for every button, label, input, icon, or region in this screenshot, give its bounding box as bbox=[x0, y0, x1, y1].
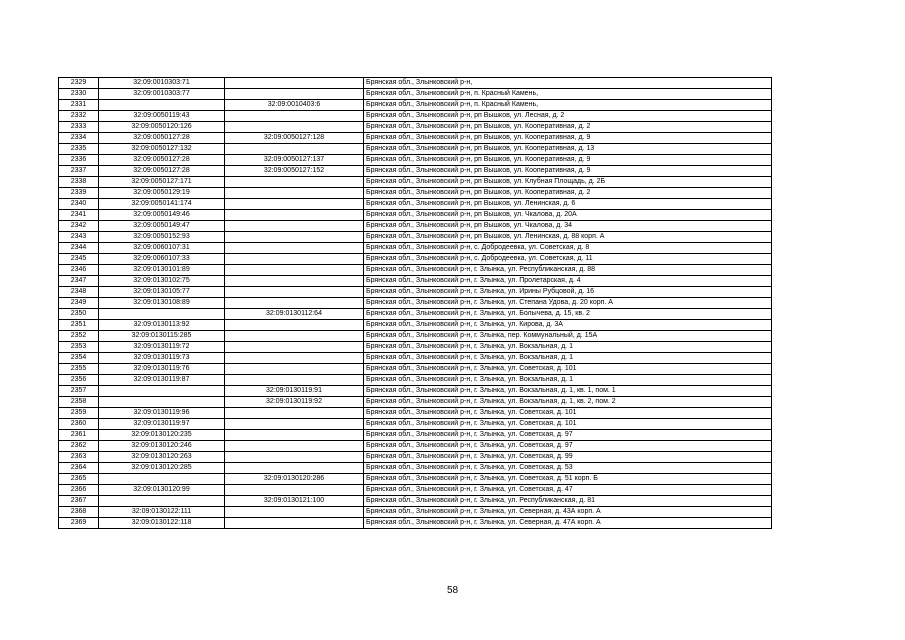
address-cell: Брянская обл., Злынковский р-н, рп Вышков, ул. Лесная, д. 2 bbox=[364, 111, 772, 122]
address-cell: Брянская обл., Злынковский р-н, с. Добродеевка, ул. Советская, д. 11 bbox=[364, 254, 772, 265]
parcel-cadastral-cell: 32:09:0130120:263 bbox=[99, 452, 225, 463]
address-cell: Брянская обл., Злынковский р-н, рп Вышков, ул. Чкалова, д. 20А bbox=[364, 210, 772, 221]
building-cadastral-cell bbox=[225, 298, 364, 309]
row-number-cell: 2345 bbox=[59, 254, 99, 265]
row-number-cell: 2331 bbox=[59, 100, 99, 111]
building-cadastral-cell bbox=[225, 452, 364, 463]
parcel-cadastral-cell: 32:09:0050152:93 bbox=[99, 232, 225, 243]
row-number-cell: 2341 bbox=[59, 210, 99, 221]
parcel-cadastral-cell: 32:09:0130120:99 bbox=[99, 485, 225, 496]
building-cadastral-cell bbox=[225, 331, 364, 342]
row-number-cell: 2334 bbox=[59, 133, 99, 144]
parcel-cadastral-cell bbox=[99, 309, 225, 320]
row-number-cell: 2360 bbox=[59, 419, 99, 430]
table-row bbox=[59, 452, 772, 463]
building-cadastral-cell: 32:09:0050127:128 bbox=[225, 133, 364, 144]
table-row bbox=[59, 210, 772, 221]
building-cadastral-cell bbox=[225, 111, 364, 122]
building-cadastral-cell bbox=[225, 276, 364, 287]
parcel-cadastral-cell: 32:09:0130119:73 bbox=[99, 353, 225, 364]
table-row bbox=[59, 276, 772, 287]
address-cell: Брянская обл., Злынковский р-н, рп Вышков, ул. Клубная Площадь, д. 2Б bbox=[364, 177, 772, 188]
row-number-cell: 2359 bbox=[59, 408, 99, 419]
address-cell: Брянская обл., Злынковский р-н, г. Злынка, ул. Кирова, д. 3А bbox=[364, 320, 772, 331]
address-cell: Брянская обл., Злынковский р-н, г. Злынка, ул. Советская, д. 51 корп. Б bbox=[364, 474, 772, 485]
address-cell: Брянская обл., Злынковский р-н, г. Злынка, ул. Вокзальная, д. 1 bbox=[364, 342, 772, 353]
address-cell: Брянская обл., Злынковский р-н, г. Злынка, пер. Коммунальный, д. 15А bbox=[364, 331, 772, 342]
building-cadastral-cell bbox=[225, 287, 364, 298]
table-row bbox=[59, 177, 772, 188]
row-number-cell: 2333 bbox=[59, 122, 99, 133]
building-cadastral-cell bbox=[225, 320, 364, 331]
parcel-cadastral-cell: 32:09:0050129:19 bbox=[99, 188, 225, 199]
parcel-cadastral-cell: 32:09:0130108:89 bbox=[99, 298, 225, 309]
parcel-cadastral-cell: 32:09:0010303:77 bbox=[99, 89, 225, 100]
table-row bbox=[59, 298, 772, 309]
address-cell: Брянская обл., Злынковский р-н, г. Злынка, ул. Вокзальная, д. 1 bbox=[364, 375, 772, 386]
row-number-cell: 2349 bbox=[59, 298, 99, 309]
parcel-cadastral-cell: 32:09:0060107:33 bbox=[99, 254, 225, 265]
table-row bbox=[59, 221, 772, 232]
building-cadastral-cell bbox=[225, 485, 364, 496]
table-row bbox=[59, 243, 772, 254]
table-row bbox=[59, 78, 772, 89]
building-cadastral-cell bbox=[225, 419, 364, 430]
address-cell: Брянская обл., Злынковский р-н, г. Злынка, ул. Болычева, д. 15, кв. 2 bbox=[364, 309, 772, 320]
row-number-cell: 2361 bbox=[59, 430, 99, 441]
address-cell: Брянская обл., Злынковский р-н, bbox=[364, 78, 772, 89]
row-number-cell: 2346 bbox=[59, 265, 99, 276]
table-row bbox=[59, 518, 772, 529]
parcel-cadastral-cell: 32:09:0050141:174 bbox=[99, 199, 225, 210]
address-cell: Брянская обл., Злынковский р-н, г. Злынка, ул. Советская, д. 101 bbox=[364, 364, 772, 375]
parcel-cadastral-cell: 32:09:0130101:89 bbox=[99, 265, 225, 276]
address-cell: Брянская обл., Злынковский р-н, г. Злынка, ул. Советская, д. 97 bbox=[364, 430, 772, 441]
address-cell: Брянская обл., Злынковский р-н, г. Злынка, ул. Вокзальная, д. 1 bbox=[364, 353, 772, 364]
address-cell: Брянская обл., Злынковский р-н, г. Злынка, ул. Советская, д. 101 bbox=[364, 419, 772, 430]
address-cell: Брянская обл., Злынковский р-н, п. Красный Камень, bbox=[364, 100, 772, 111]
table-row bbox=[59, 474, 772, 485]
building-cadastral-cell: 32:09:0050127:152 bbox=[225, 166, 364, 177]
building-cadastral-cell bbox=[225, 364, 364, 375]
table-row bbox=[59, 166, 772, 177]
parcel-cadastral-cell bbox=[99, 397, 225, 408]
row-number-cell: 2348 bbox=[59, 287, 99, 298]
table-row bbox=[59, 496, 772, 507]
building-cadastral-cell bbox=[225, 408, 364, 419]
parcel-cadastral-cell bbox=[99, 474, 225, 485]
building-cadastral-cell bbox=[225, 177, 364, 188]
building-cadastral-cell bbox=[225, 188, 364, 199]
row-number-cell: 2336 bbox=[59, 155, 99, 166]
row-number-cell: 2358 bbox=[59, 397, 99, 408]
building-cadastral-cell bbox=[225, 463, 364, 474]
address-cell: Брянская обл., Злынковский р-н, рп Вышков, ул. Кооперативная, д. 9 bbox=[364, 133, 772, 144]
parcel-cadastral-cell: 32:09:0050127:171 bbox=[99, 177, 225, 188]
row-number-cell: 2337 bbox=[59, 166, 99, 177]
address-cell: Брянская обл., Злынковский р-н, рп Вышков, ул. Кооперативная, д. 2 bbox=[364, 122, 772, 133]
table-row bbox=[59, 375, 772, 386]
row-number-cell: 2362 bbox=[59, 441, 99, 452]
row-number-cell: 2363 bbox=[59, 452, 99, 463]
parcel-cadastral-cell: 32:09:0130120:246 bbox=[99, 441, 225, 452]
address-cell: Брянская обл., Злынковский р-н, г. Злынка, ул. Советская, д. 97 bbox=[364, 441, 772, 452]
table-row bbox=[59, 485, 772, 496]
table-row bbox=[59, 463, 772, 474]
building-cadastral-cell bbox=[225, 89, 364, 100]
parcel-cadastral-cell: 32:09:0050127:28 bbox=[99, 166, 225, 177]
building-cadastral-cell bbox=[225, 243, 364, 254]
row-number-cell: 2347 bbox=[59, 276, 99, 287]
table-row bbox=[59, 342, 772, 353]
property-table bbox=[58, 77, 772, 529]
table-row bbox=[59, 309, 772, 320]
address-cell: Брянская обл., Злынковский р-н, г. Злынка, ул. Пролетарская, д. 4 bbox=[364, 276, 772, 287]
address-cell: Брянская обл., Злынковский р-н, рп Вышков, ул. Кооперативная, д. 2 bbox=[364, 188, 772, 199]
table-row bbox=[59, 331, 772, 342]
row-number-cell: 2342 bbox=[59, 221, 99, 232]
row-number-cell: 2330 bbox=[59, 89, 99, 100]
address-cell: Брянская обл., Злынковский р-н, г. Злынка, ул. Советская, д. 53 bbox=[364, 463, 772, 474]
row-number-cell: 2340 bbox=[59, 199, 99, 210]
table-row bbox=[59, 111, 772, 122]
building-cadastral-cell: 32:09:0130120:286 bbox=[225, 474, 364, 485]
row-number-cell: 2355 bbox=[59, 364, 99, 375]
table-row bbox=[59, 144, 772, 155]
address-cell: Брянская обл., Злынковский р-н, г. Злынка, ул. Степана Удова, д. 20 корп. А bbox=[364, 298, 772, 309]
table-row bbox=[59, 364, 772, 375]
row-number-cell: 2365 bbox=[59, 474, 99, 485]
address-cell: Брянская обл., Злынковский р-н, г. Злынка, ул. Вокзальная, д. 1, кв. 1, пом. 1 bbox=[364, 386, 772, 397]
parcel-cadastral-cell: 32:09:0130120:235 bbox=[99, 430, 225, 441]
row-number-cell: 2368 bbox=[59, 507, 99, 518]
table-row bbox=[59, 408, 772, 419]
address-cell: Брянская обл., Злынковский р-н, г. Злынка, ул. Ирины Рубцовой, д. 16 bbox=[364, 287, 772, 298]
parcel-cadastral-cell: 32:09:0130105:77 bbox=[99, 287, 225, 298]
row-number-cell: 2367 bbox=[59, 496, 99, 507]
table-row bbox=[59, 133, 772, 144]
building-cadastral-cell bbox=[225, 441, 364, 452]
table-row bbox=[59, 232, 772, 243]
table-row bbox=[59, 265, 772, 276]
table-row bbox=[59, 430, 772, 441]
parcel-cadastral-cell: 32:09:0130119:87 bbox=[99, 375, 225, 386]
parcel-cadastral-cell bbox=[99, 496, 225, 507]
parcel-cadastral-cell: 32:09:0130119:96 bbox=[99, 408, 225, 419]
parcel-cadastral-cell: 32:09:0130113:92 bbox=[99, 320, 225, 331]
table-row bbox=[59, 254, 772, 265]
building-cadastral-cell: 32:09:0130121:100 bbox=[225, 496, 364, 507]
row-number-cell: 2338 bbox=[59, 177, 99, 188]
parcel-cadastral-cell: 32:09:0050127:28 bbox=[99, 133, 225, 144]
table-row bbox=[59, 287, 772, 298]
parcel-cadastral-cell: 32:09:0130122:111 bbox=[99, 507, 225, 518]
building-cadastral-cell bbox=[225, 507, 364, 518]
parcel-cadastral-cell: 32:09:0050149:46 bbox=[99, 210, 225, 221]
row-number-cell: 2356 bbox=[59, 375, 99, 386]
table-row bbox=[59, 89, 772, 100]
parcel-cadastral-cell: 32:09:0050127:28 bbox=[99, 155, 225, 166]
parcel-cadastral-cell bbox=[99, 386, 225, 397]
table-row bbox=[59, 353, 772, 364]
table-row bbox=[59, 397, 772, 408]
table-row bbox=[59, 507, 772, 518]
parcel-cadastral-cell: 32:09:0130120:285 bbox=[99, 463, 225, 474]
address-cell: Брянская обл., Злынковский р-н, г. Злынка, ул. Северная, д. 43А корп. А bbox=[364, 507, 772, 518]
parcel-cadastral-cell: 32:09:0130119:76 bbox=[99, 364, 225, 375]
row-number-cell: 2351 bbox=[59, 320, 99, 331]
table-row bbox=[59, 155, 772, 166]
address-cell: Брянская обл., Злынковский р-н, с. Добродеевка, ул. Советская, д. 8 bbox=[364, 243, 772, 254]
row-number-cell: 2369 bbox=[59, 518, 99, 529]
building-cadastral-cell: 32:09:0010403:6 bbox=[225, 100, 364, 111]
table-row bbox=[59, 188, 772, 199]
building-cadastral-cell bbox=[225, 353, 364, 364]
building-cadastral-cell: 32:09:0130112:64 bbox=[225, 309, 364, 320]
row-number-cell: 2350 bbox=[59, 309, 99, 320]
address-cell: Брянская обл., Злынковский р-н, рп Вышков, ул. Кооперативная, д. 13 bbox=[364, 144, 772, 155]
row-number-cell: 2366 bbox=[59, 485, 99, 496]
page-number: 58 bbox=[446, 585, 459, 596]
row-number-cell: 2353 bbox=[59, 342, 99, 353]
building-cadastral-cell: 32:09:0130119:91 bbox=[225, 386, 364, 397]
building-cadastral-cell bbox=[225, 122, 364, 133]
building-cadastral-cell bbox=[225, 199, 364, 210]
table-row bbox=[59, 441, 772, 452]
table-row bbox=[59, 100, 772, 111]
building-cadastral-cell bbox=[225, 221, 364, 232]
table-body bbox=[59, 78, 772, 529]
building-cadastral-cell: 32:09:0050127:137 bbox=[225, 155, 364, 166]
address-cell: Брянская обл., Злынковский р-н, г. Злынка, ул. Республиканская, д. 81 bbox=[364, 496, 772, 507]
parcel-cadastral-cell: 32:09:0130115:285 bbox=[99, 331, 225, 342]
row-number-cell: 2329 bbox=[59, 78, 99, 89]
building-cadastral-cell bbox=[225, 254, 364, 265]
building-cadastral-cell bbox=[225, 430, 364, 441]
address-cell: Брянская обл., Злынковский р-н, г. Злынка, ул. Советская, д. 101 bbox=[364, 408, 772, 419]
row-number-cell: 2352 bbox=[59, 331, 99, 342]
parcel-cadastral-cell: 32:09:0060107:31 bbox=[99, 243, 225, 254]
parcel-cadastral-cell: 32:09:0130119:97 bbox=[99, 419, 225, 430]
row-number-cell: 2364 bbox=[59, 463, 99, 474]
parcel-cadastral-cell: 32:09:0050149:47 bbox=[99, 221, 225, 232]
table-row bbox=[59, 122, 772, 133]
row-number-cell: 2335 bbox=[59, 144, 99, 155]
address-cell: Брянская обл., Злынковский р-н, рп Вышков, ул. Кооперативная, д. 9 bbox=[364, 166, 772, 177]
table-row bbox=[59, 199, 772, 210]
address-cell: Брянская обл., Злынковский р-н, рп Вышков, ул. Ленинская, д. 88 корп. А bbox=[364, 232, 772, 243]
building-cadastral-cell: 32:09:0130119:92 bbox=[225, 397, 364, 408]
address-cell: Брянская обл., Злынковский р-н, г. Злынка, ул. Северная, д. 47А корп. А bbox=[364, 518, 772, 529]
row-number-cell: 2339 bbox=[59, 188, 99, 199]
address-cell: Брянская обл., Злынковский р-н, г. Злынка, ул. Вокзальная, д. 1, кв. 2, пом. 2 bbox=[364, 397, 772, 408]
building-cadastral-cell bbox=[225, 375, 364, 386]
building-cadastral-cell bbox=[225, 232, 364, 243]
address-cell: Брянская обл., Злынковский р-н, г. Злынка, ул. Советская, д. 47 bbox=[364, 485, 772, 496]
parcel-cadastral-cell: 32:09:0050120:126 bbox=[99, 122, 225, 133]
table-row bbox=[59, 320, 772, 331]
parcel-cadastral-cell: 32:09:0050119:43 bbox=[99, 111, 225, 122]
row-number-cell: 2344 bbox=[59, 243, 99, 254]
parcel-cadastral-cell: 32:09:0130119:72 bbox=[99, 342, 225, 353]
parcel-cadastral-cell bbox=[99, 100, 225, 111]
building-cadastral-cell bbox=[225, 210, 364, 221]
address-cell: Брянская обл., Злынковский р-н, г. Злынка, ул. Советская, д. 99 bbox=[364, 452, 772, 463]
address-cell: Брянская обл., Злынковский р-н, рп Вышков, ул. Ленинская, д. 6 bbox=[364, 199, 772, 210]
building-cadastral-cell bbox=[225, 518, 364, 529]
parcel-cadastral-cell: 32:09:0010303:71 bbox=[99, 78, 225, 89]
row-number-cell: 2354 bbox=[59, 353, 99, 364]
parcel-cadastral-cell: 32:09:0050127:132 bbox=[99, 144, 225, 155]
parcel-cadastral-cell: 32:09:0130102:75 bbox=[99, 276, 225, 287]
parcel-cadastral-cell: 32:09:0130122:118 bbox=[99, 518, 225, 529]
table-row bbox=[59, 386, 772, 397]
row-number-cell: 2343 bbox=[59, 232, 99, 243]
address-cell: Брянская обл., Злынковский р-н, рп Вышков, ул. Чкалова, д. 34 bbox=[364, 221, 772, 232]
row-number-cell: 2332 bbox=[59, 111, 99, 122]
table-row bbox=[59, 419, 772, 430]
address-cell: Брянская обл., Злынковский р-н, п. Красный Камень, bbox=[364, 89, 772, 100]
building-cadastral-cell bbox=[225, 342, 364, 353]
address-cell: Брянская обл., Злынковский р-н, г. Злынка, ул. Республиканская, д. 88 bbox=[364, 265, 772, 276]
address-cell: Брянская обл., Злынковский р-н, рп Вышков, ул. Кооперативная, д. 9 bbox=[364, 155, 772, 166]
building-cadastral-cell bbox=[225, 78, 364, 89]
building-cadastral-cell bbox=[225, 144, 364, 155]
row-number-cell: 2357 bbox=[59, 386, 99, 397]
building-cadastral-cell bbox=[225, 265, 364, 276]
